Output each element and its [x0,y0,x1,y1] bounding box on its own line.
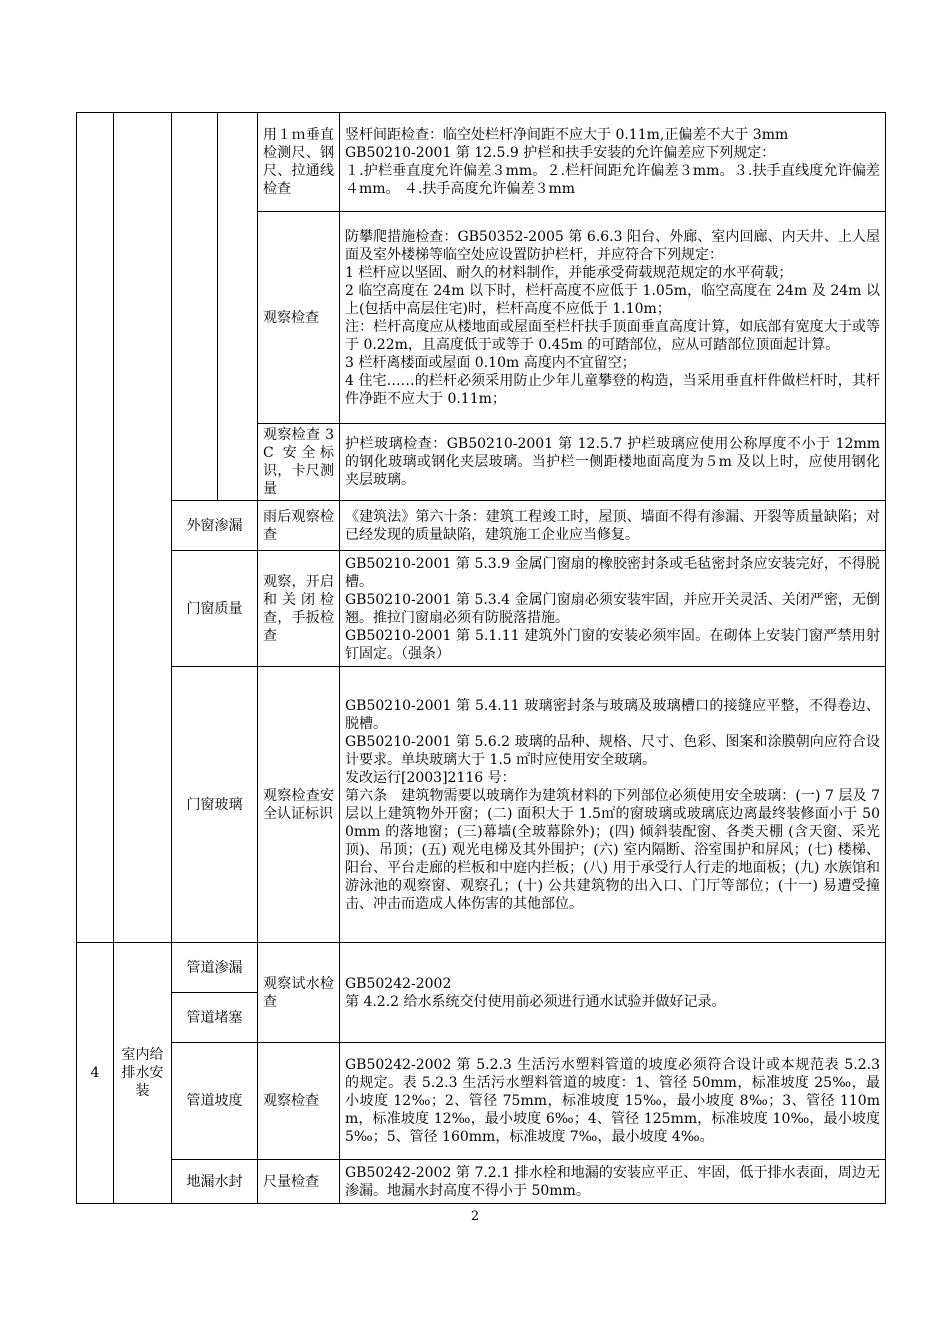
standard-cell [340,551,886,667]
row-number-cell: 4 [77,943,114,1204]
table-row [77,1043,886,1160]
standard-line: GB50210-2001 第 5.3.4 金属门窗扇必须安装牢固，并应开关灵活、关闭严密，无倒翘。推拉门窗扇必须有防脱落措施。 [345,591,880,626]
standard-line: 护栏玻璃检查：GB50210-2001 第 12.5.7 护栏玻璃应使用公称厚度不小于 12mm 的钢化玻璃或钢化夹层玻璃。当护栏一侧距楼地面高度为５m 及以上时，应使用钢化夹层玻璃。 [345,436,880,488]
page-number: 2 [470,1209,480,1224]
method-cell: 尺量检查 [258,1160,340,1204]
sub-item-cell [218,113,258,501]
standard-line: GB50210-2001 第 12.5.9 护栏和扶手安装的允许偏差应下列规定： [345,145,776,161]
standard-cell [340,501,886,551]
standard-line: 1 栏杆应以坚固、耐久的材料制作，并能承受荷载规范规定的水平荷载； [345,264,793,281]
standard-line: 2 临空高度在 24m 以下时，栏杆高度不应低于 1.05m，临空高度在 24m 及 24m 以上(包括中高层住宅)时，栏杆高度不应低于 1.10m； [345,282,880,317]
standard-cell [340,212,886,424]
category-cell [114,113,172,943]
standard-cell [340,667,886,943]
standard-cell [340,424,886,501]
method-cell: 观察检查安全认证标识 [258,667,340,943]
inspection-table [76,112,886,1204]
table-row [77,943,886,993]
standard-line: １.护栏垂直度允许偏差３mm。２.栏杆间距允许偏差３mm。３.扶手直线度允许偏差４mm。 ４.扶手高度允许偏差３mm [345,163,880,197]
standard-line: GB50242-2002 第 7.2.1 排水栓和地漏的安装应平正、牢固，低于排水表面，周边无渗漏。地漏水封高度不得小于 50mm。 [345,1164,880,1199]
standard-line: GB50242-2002 第 5.2.3 生活污水塑料管道的坡度必须符合设计或本规范表 5.2.3 的规定。表 5.2.3 生活污水塑料管道的坡度：1、管径 50mm，标准坡度 25‰，最小坡度 12‰；2、管径 75mm，标准坡度 15‰，最小坡度 8‰；3、管径 110mm，标准坡度 12‰，最小坡度 6‰；4、管径 125mm，标准坡度 10‰，最小坡度 5‰；5、管径 160mm，标准坡度 7‰，最小坡度 4‰。 [345,1057,880,1145]
method-cell: 观察检查 3C 安全标识，卡尺测量 [258,424,340,501]
standard-line: 竖杆间距检查：临空处栏杆净间距不应大于 0.11m,正偏差不大于 3mm [345,127,789,143]
method-cell: 观察试水检查 [258,943,340,1043]
item-cell: 地漏水封 [172,1160,258,1204]
standard-line: 第六条 建筑物需要以玻璃作为建筑材料的下列部位必须使用安全玻璃：(一) 7 层及 7 层以上建筑物外开窗；(二) 面积大于 1.5㎡的窗玻璃或玻璃底边离最终装修面小于 500mm 的落地窗；(三)幕墙(全玻幕除外)；(四) 倾斜装配窗、各类天棚 (含天窗、采光顶)、吊顶；(五) 观光电梯及其外围护；(六) 室内隔断、浴室围护和屏风；(七) 楼梯、阳台、平台走廊的栏板和中庭内拦板；(八) 用于承受行人行走的地面板；(九) 水族馆和游泳池的观察窗、观察孔；(十) 公共建筑物的出入口、门厅等部位；(十一) 易遭受撞击、冲击而造成人体伤害的其他部位。 [345,787,880,912]
item-cell: 管道渗漏 [172,943,258,993]
category-cell: 室内给排水安装 [114,943,172,1204]
standard-cell [340,1043,886,1160]
method-cell: 观察，开启和关闭检查，手扳检查 [258,551,340,667]
item-cell: 门窗质量 [172,551,258,667]
standard-line: GB50210-2001 第 5.4.11 玻璃密封条与玻璃及玻璃槽口的接缝应平整，不得卷边、脱槽。 [345,697,880,732]
standard-line: GB50210-2001 第 5.1.11 建筑外门窗的安装必须牢固。在砌体上安装门窗严禁用射钉固定。（强条） [345,627,880,662]
item-cell: 管道堵塞 [172,993,258,1043]
method-cell: 用１ｍ垂直检测尺、钢尺、拉通线检查 [258,113,340,212]
table-row [77,501,886,551]
standard-line: 防攀爬措施检查：GB50352-2005 第 6.6.3 阳台、外廊、室内回廊、内天井、上人屋面及室外楼梯等临空处应设置防护栏杆，并应符合下列规定： [345,228,880,263]
row-number-cell [77,113,114,943]
standard-line: GB50210-2001 第 5.6.2 玻璃的品种、规格、尺寸、色彩、图案和涂膜朝向应符合设计要求。单块玻璃大于 1.5 ㎡时应使用安全玻璃。 [345,733,880,768]
item-cell: 门窗玻璃 [172,667,258,943]
standard-line: 注：栏杆高度应从楼地面或屋面至栏杆扶手顶面垂直高度计算，如底部有宽度大于或等于 0.22m，且高度低于或等于 0.45m 的可踏部位，应从可踏部位顶面起计算。 [345,318,880,353]
standard-line: 4 住宅……的栏杆必须采用防止少年儿童攀登的构造，当采用垂直杆件做栏杆时，其杆件净距不应大于 0.11m； [345,372,880,407]
standard-line: GB50242-2002 [345,975,452,992]
standard-line: GB50210-2001 第 5.3.9 金属门窗扇的橡胶密封条或毛毡密封条应安装完好，不得脱槽。 [345,555,880,590]
method-cell: 观察检查 [258,212,340,424]
item-cell [172,113,218,501]
table-row [77,551,886,667]
standard-cell [340,943,886,1043]
item-cell: 管道坡度 [172,1043,258,1160]
item-cell: 外窗渗漏 [172,501,258,551]
standard-line: 第 4.2.2 给水系统交付使用前必须进行通水试验并做好记录。 [345,993,726,1010]
standard-line: 发改运行[2003]2116 号： [345,769,516,786]
standard-cell [340,113,886,212]
method-cell: 雨后观察检查 [258,501,340,551]
table-row [77,1160,886,1204]
standard-line: 《建筑法》第六十条：建筑工程竣工时，屋顶、墙面不得有渗漏、开裂等质量缺陷；对已经发现的质量缺陷，建筑施工企业应当修复。 [345,508,880,543]
method-cell: 观察检查 [258,1043,340,1160]
table-row [77,667,886,943]
table-row [77,113,886,212]
standard-cell [340,1160,886,1204]
standard-line: 3 栏杆离楼面或屋面 0.10m 高度内不宜留空； [345,354,636,371]
